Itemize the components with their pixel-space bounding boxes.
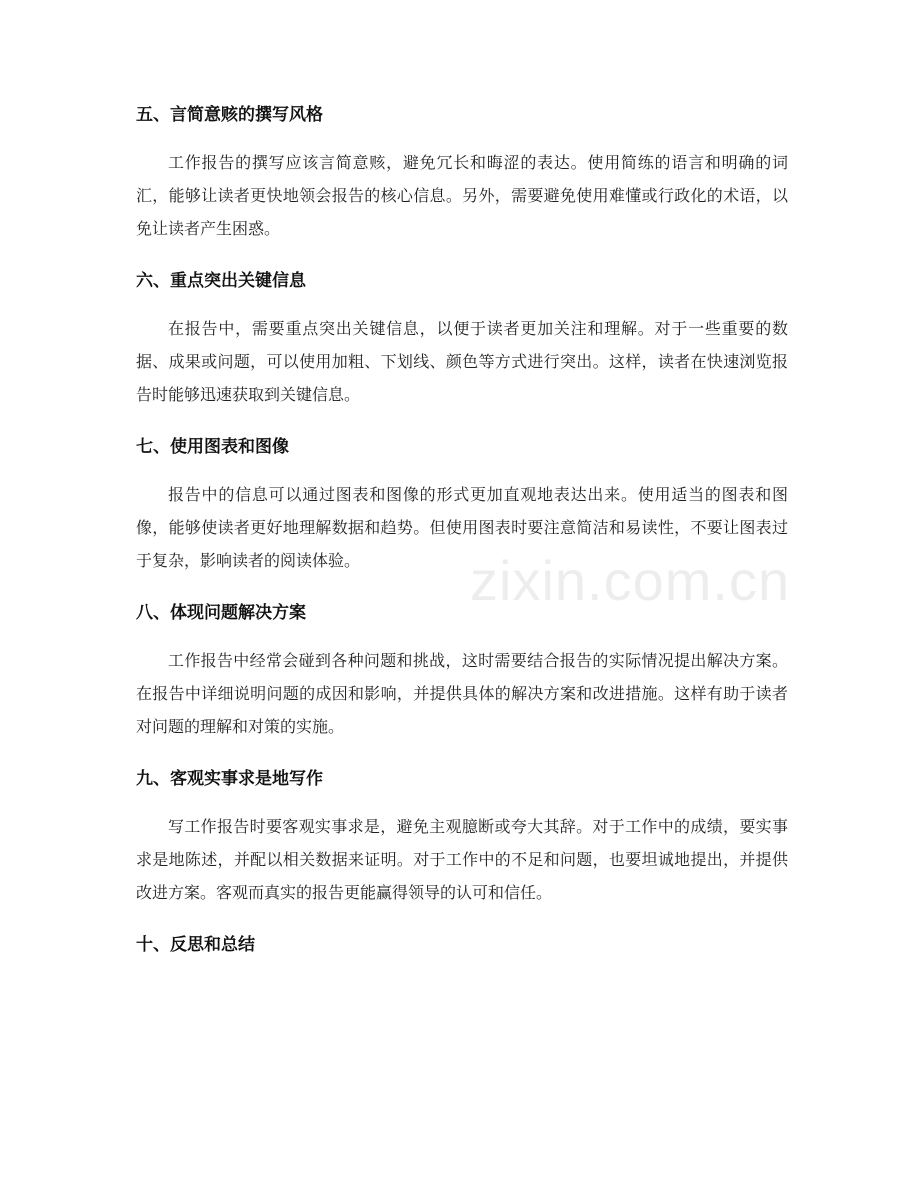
- section-8: [136, 601, 788, 743]
- section-paragraph: 写工作报告时要客观实事求是，避免主观臆断或夸大其辞。对于工作中的成绩，要实事求是地陈述，并配以相关数据来证明。对于工作中的不足和问题，也要坦诚地提出，并提供改进方案。客观而真实的报告更能赢得领导的认可和信任。: [136, 817, 788, 902]
- section-9: [136, 767, 788, 909]
- section-heading: 五、言简意赅的撰写风格: [136, 105, 323, 125]
- section-heading: 七、使用图表和图像: [136, 437, 289, 457]
- section-heading: 六、重点突出关键信息: [136, 271, 306, 291]
- watermark: zixin.com.cn: [470, 549, 791, 612]
- document-body: [136, 103, 791, 976]
- section-5: [136, 103, 788, 245]
- section-heading: 九、客观实事求是地写作: [136, 769, 323, 789]
- section-10: [136, 933, 788, 957]
- section-paragraph: 报告中的信息可以通过图表和图像的形式更加直观地表达出来。使用适当的图表和图像，能够使读者更好地理解数据和趋势。但使用图表时要注意简洁和易读性，不要让图表过于复杂，影响读者的阅读体验。: [136, 485, 788, 570]
- section-paragraph: 工作报告中经常会碰到各种问题和挑战，这时需要结合报告的实际情况提出解决方案。在报告中详细说明问题的成因和影响，并提供具体的解决方案和改进措施。这样有助于读者对问题的理解和对策的实施。: [136, 651, 788, 736]
- section-paragraph: 在报告中，需要重点突出关键信息，以便于读者更加关注和理解。对于一些重要的数据、成果或问题，可以使用加粗、下划线、颜色等方式进行突出。这样，读者在快速浏览报告时能够迅速获取到关键信息。: [136, 319, 788, 404]
- section-heading: 八、体现问题解决方案: [136, 603, 306, 623]
- section-6: [136, 269, 788, 411]
- section-paragraph: 工作报告的撰写应该言简意赅，避免冗长和晦涩的表达。使用简练的语言和明确的词汇，能够让读者更快地领会报告的核心信息。另外，需要避免使用难懂或行政化的术语，以免让读者产生困惑。: [136, 153, 788, 238]
- section-heading: 十、反思和总结: [136, 935, 255, 955]
- section-7: [136, 435, 788, 577]
